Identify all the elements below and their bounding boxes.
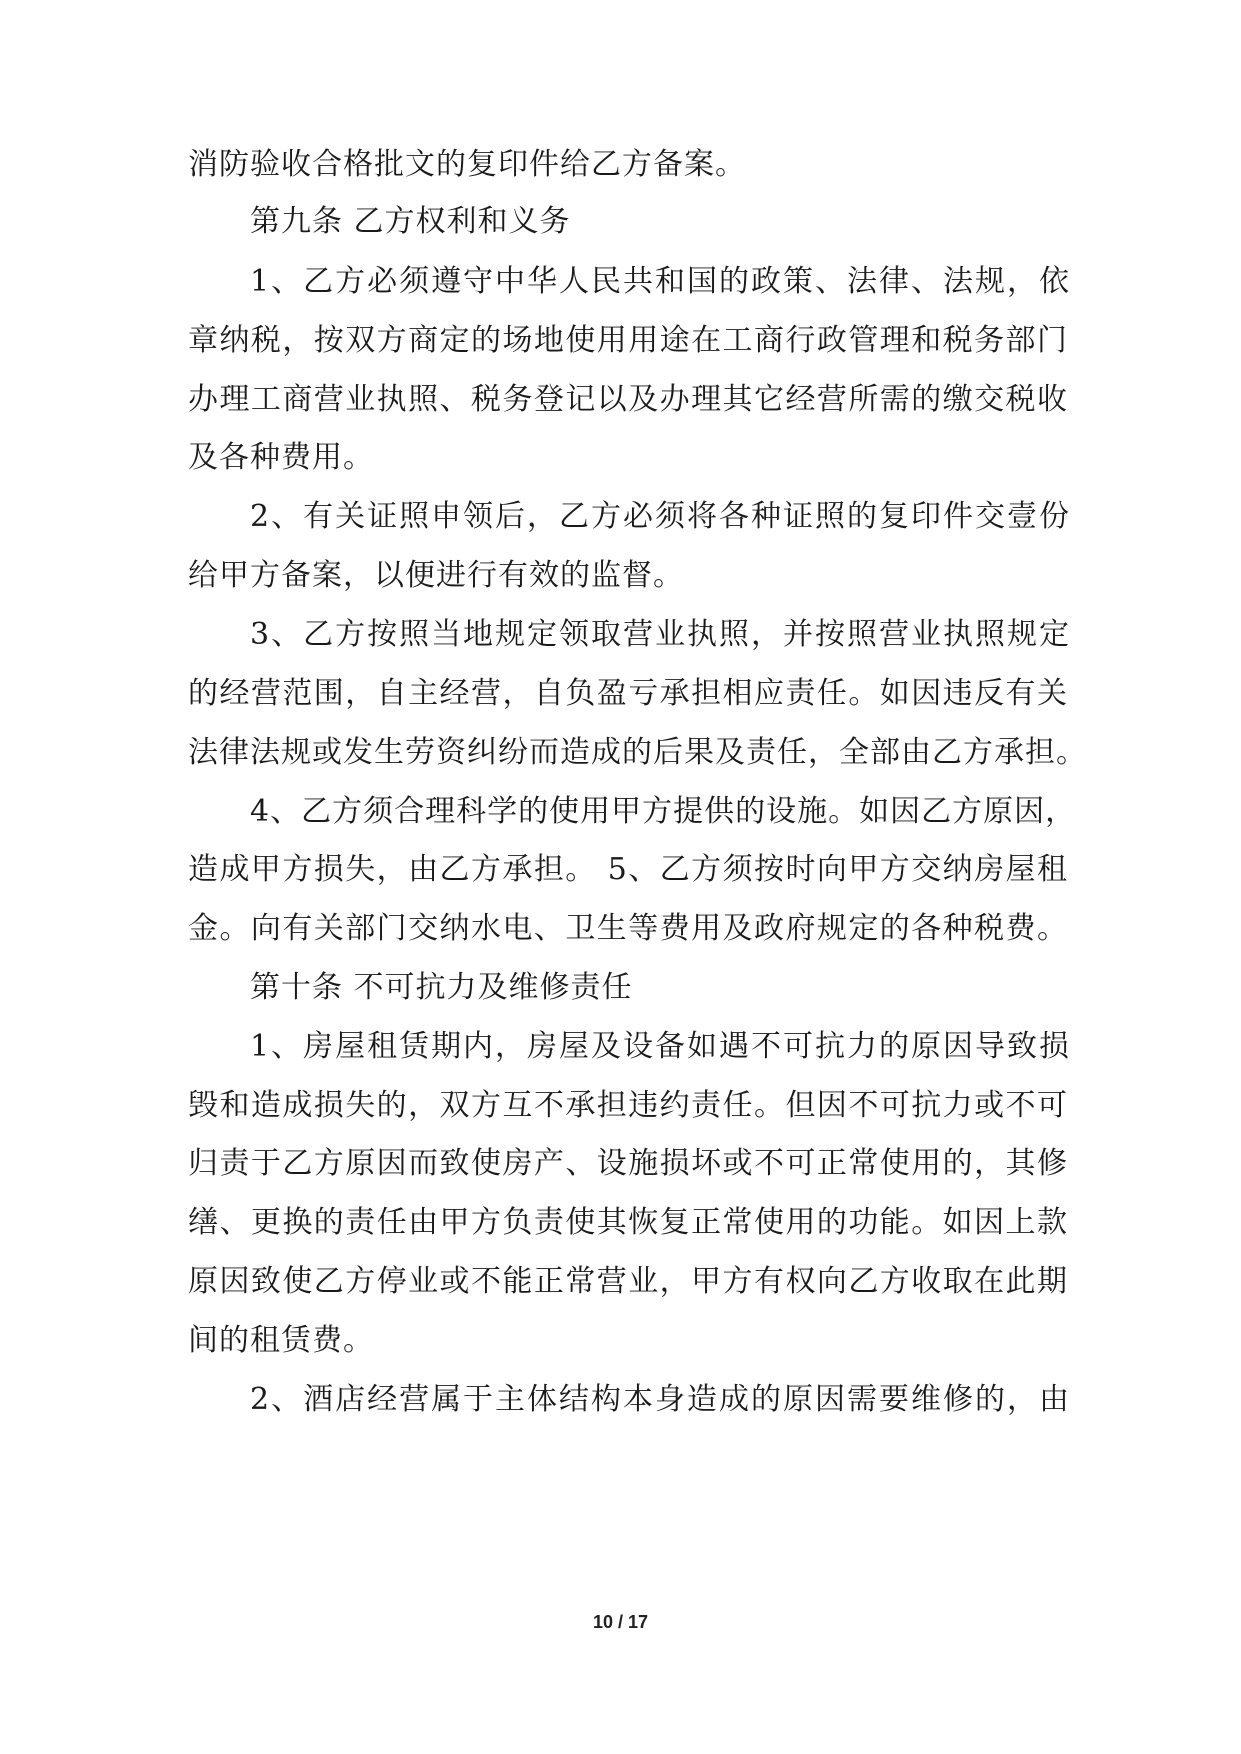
- text-line: 法律法规或发生劳资纠纷而造成的后果及责任，全部由乙方承担。: [188, 735, 1087, 770]
- text-line: 及各种费用。: [188, 440, 374, 475]
- section-heading: 第十条 不可抗力及维修责任: [250, 970, 633, 1005]
- text-line: 消防验收合格批文的复印件给乙方备案。: [188, 147, 746, 182]
- text-line: 2、酒店经营属于主体结构本身造成的原因需要维修的，由: [250, 1382, 1070, 1417]
- text-line: 章纳税，按双方商定的场地使用用途在工商行政管理和税务部门: [188, 323, 1068, 358]
- text-line: 金。向有关部门交纳水电、卫生等费用及政府规定的各种税费。: [188, 911, 1068, 946]
- text-line: 归责于乙方原因而致使房产、设施损坏或不可正常使用的，其修: [188, 1146, 1068, 1181]
- text-line: 1、房屋租赁期内，房屋及设备如遇不可抗力的原因导致损: [250, 1029, 1070, 1064]
- text-line: 办理工商营业执照、税务登记以及办理其它经营所需的缴交税收: [188, 382, 1068, 417]
- page-number: 10 / 17: [592, 1612, 649, 1632]
- text-line: 毁和造成损失的，双方互不承担违约责任。但因不可抗力或不可: [188, 1088, 1068, 1123]
- text-line: 缮、更换的责任由甲方负责使其恢复正常使用的功能。如因上款: [188, 1205, 1068, 1240]
- text-line: 间的租赁费。: [188, 1323, 374, 1358]
- text-line: 1、乙方必须遵守中华人民共和国的政策、法律、法规，依: [250, 264, 1070, 299]
- text-line: 3、乙方按照当地规定领取营业执照，并按照营业执照规定: [250, 617, 1070, 652]
- section-heading: 第九条 乙方权利和义务: [250, 204, 571, 239]
- text-line: 原因致使乙方停业或不能正常营业，甲方有权向乙方收取在此期: [188, 1264, 1068, 1299]
- text-line: 4、乙方须合理科学的使用甲方提供的设施。如因乙方原因，: [250, 794, 1077, 829]
- text-line: 2、有关证照申领后，乙方必须将各种证照的复印件交壹份: [250, 499, 1070, 534]
- text-line: 的经营范围，自主经营，自负盈亏承担相应责任。如因违反有关: [188, 676, 1068, 711]
- text-line: 造成甲方损失，由乙方承担。 5、乙方须按时向甲方交纳房屋租: [188, 852, 1068, 887]
- text-line: 给甲方备案，以便进行有效的监督。: [188, 558, 684, 593]
